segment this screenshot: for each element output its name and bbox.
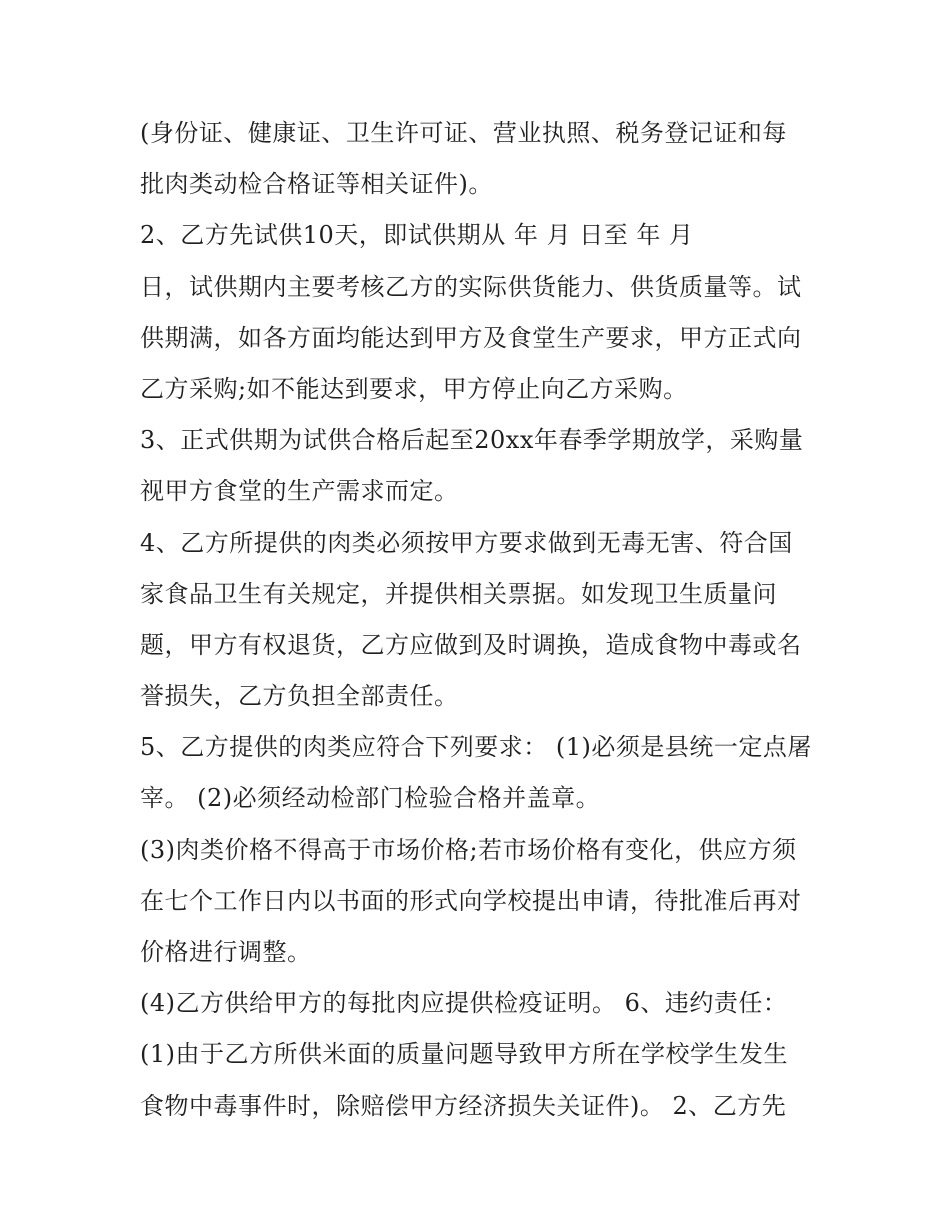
text-line: 题，甲方有权退货，乙方应做到及时调换，造成食物中毒或名: [140, 630, 802, 659]
text-line: 日，试供期内主要考核乙方的实际供货能力、供货质量等。试: [140, 272, 802, 301]
text-line: 5、乙方提供的肉类应符合下列要求： (1)必须是县统一定点屠: [140, 733, 812, 762]
document-body: [140, 108, 830, 1132]
text-line: 视甲方食堂的生产需求而定。: [140, 477, 459, 506]
text-line: 4、乙方所提供的肉类必须按甲方要求做到无毒无害、符合国: [140, 528, 793, 557]
text-line: (3)肉类价格不得高于市场价格;若市场价格有变化，供应方须: [140, 835, 797, 864]
text-line: 2、乙方先试供10天，即试供期从 年 月 日至 年 月: [140, 221, 694, 250]
text-line: 食物中毒事件时，除赔偿甲方经济损失关证件)。 2、乙方先: [140, 1091, 787, 1120]
text-line: (4)乙方供给甲方的每批肉应提供检疫证明。 6、违约责任：: [140, 989, 788, 1018]
text-line: 价格进行调整。: [140, 938, 312, 966]
text-line: (身份证、健康证、卫生许可证、营业执照、税务登记证和每: [140, 119, 787, 147]
text-line: 宰。 (2)必须经动检部门检验合格并盖章。: [140, 784, 601, 813]
text-line: 在七个工作日内以书面的形式向学校提出申请，待批准后再对: [140, 886, 802, 915]
text-line: 供期满，如各方面均能达到甲方及食堂生产要求，甲方正式向: [140, 323, 802, 352]
text-line: 誉损失，乙方负担全部责任。: [140, 682, 459, 711]
text-line: 3、正式供期为试供合格后起至20xx年春季学期放学，采购量: [140, 426, 804, 455]
text-line: 批肉类动检合格证等相关证件)。: [140, 170, 493, 199]
text-line: 乙方采购;如不能达到要求，甲方停止向乙方采购。: [140, 374, 688, 403]
text-line: 家食品卫生有关规定，并提供相关票据。如发现卫生质量问: [140, 579, 777, 608]
text-line: (1)由于乙方所供米面的质量问题导致甲方所在学校学生发生: [140, 1040, 788, 1069]
